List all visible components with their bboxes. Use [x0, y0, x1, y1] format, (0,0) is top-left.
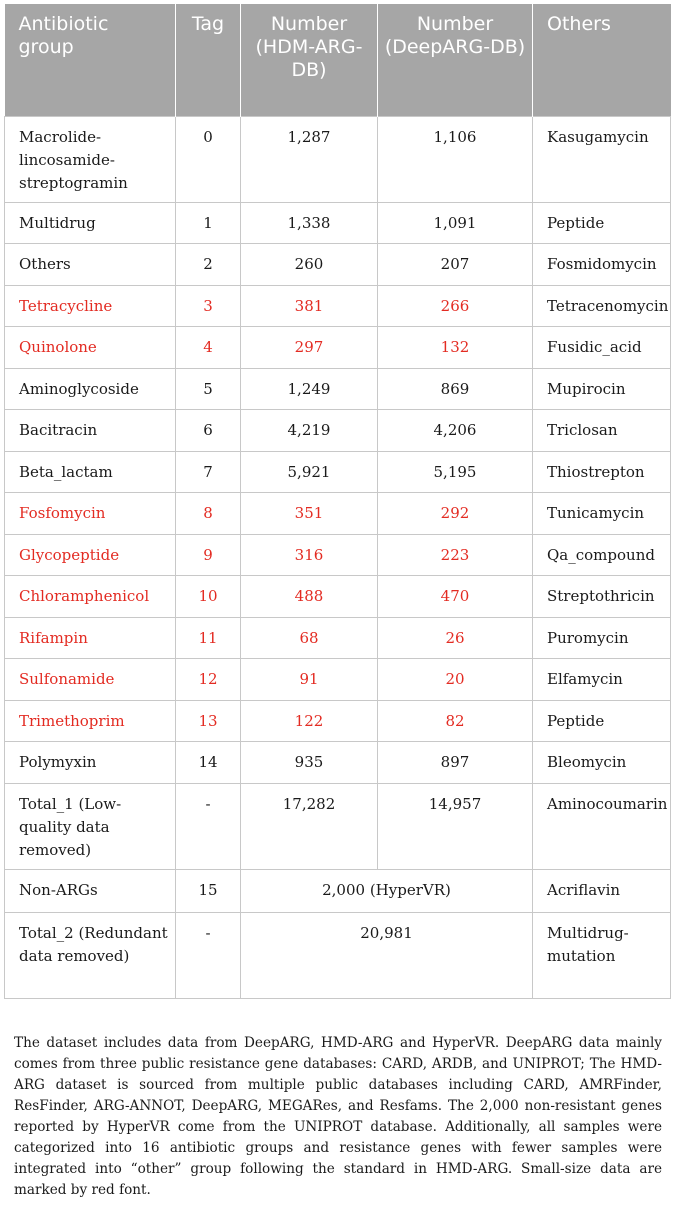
cell-tag: 6 [176, 410, 241, 452]
cell-deeparg-count: 132 [378, 327, 533, 369]
cell-group: Total_1 (Low-quality data removed) [5, 783, 176, 869]
cell-others: Aminocoumarin [533, 783, 671, 869]
header-others: Others [533, 4, 671, 116]
cell-tag: - [176, 783, 241, 869]
cell-tag: 4 [176, 327, 241, 369]
antibiotic-dataset-table [4, 4, 671, 999]
cell-group: Quinolone [5, 327, 176, 369]
cell-hdm-count: 122 [241, 700, 378, 742]
cell-hdm-count: 351 [241, 493, 378, 535]
table-row [5, 244, 671, 286]
cell-deeparg-count: 292 [378, 493, 533, 535]
header-antibiotic-group: Antibiotic group [5, 4, 176, 116]
table-row-total-2 [5, 912, 671, 998]
cell-tag: 8 [176, 493, 241, 535]
cell-group: Fosfomycin [5, 493, 176, 535]
cell-group: Beta_lactam [5, 451, 176, 493]
table-row [5, 576, 671, 618]
cell-tag: 13 [176, 700, 241, 742]
cell-tag: 2 [176, 244, 241, 286]
cell-hdm-count: 4,219 [241, 410, 378, 452]
table-row [5, 534, 671, 576]
cell-group: Tetracycline [5, 285, 176, 327]
cell-tag: 12 [176, 659, 241, 701]
cell-hdm-count: 1,287 [241, 116, 378, 202]
cell-deeparg-count: 897 [378, 742, 533, 784]
cell-hdm-count: 935 [241, 742, 378, 784]
header-tag: Tag [176, 4, 241, 116]
cell-deeparg-count: 1,091 [378, 202, 533, 244]
table-body [5, 116, 671, 998]
cell-others: Fusidic_acid [533, 327, 671, 369]
cell-tag: 0 [176, 116, 241, 202]
cell-deeparg-count: 82 [378, 700, 533, 742]
cell-others: Fosmidomycin [533, 244, 671, 286]
cell-group: Chloramphenicol [5, 576, 176, 618]
header-number-deeparg-db: Number (DeepARG-DB) [378, 4, 533, 116]
header-number-hdm-arg-db: Number (HDM-ARG-DB) [241, 4, 378, 116]
cell-group: Sulfonamide [5, 659, 176, 701]
cell-others: Mupirocin [533, 368, 671, 410]
cell-tag: 3 [176, 285, 241, 327]
cell-hdm-count: 91 [241, 659, 378, 701]
cell-tag: 14 [176, 742, 241, 784]
table-row [5, 285, 671, 327]
cell-others: Tunicamycin [533, 493, 671, 535]
cell-others: Multidrug-mutation [533, 912, 671, 998]
cell-group: Macrolide-lincosamide-streptogramin [5, 116, 176, 202]
cell-group: Glycopeptide [5, 534, 176, 576]
cell-deeparg-count: 20 [378, 659, 533, 701]
cell-hdm-count: 1,338 [241, 202, 378, 244]
cell-group: Bacitracin [5, 410, 176, 452]
cell-tag: - [176, 912, 241, 998]
cell-hdm-count: 316 [241, 534, 378, 576]
cell-deeparg-count: 14,957 [378, 783, 533, 869]
cell-deeparg-count: 1,106 [378, 116, 533, 202]
cell-hdm-count: 1,249 [241, 368, 378, 410]
cell-hdm-count: 488 [241, 576, 378, 618]
table-row [5, 451, 671, 493]
table-row [5, 493, 671, 535]
cell-deeparg-count: 869 [378, 368, 533, 410]
cell-tag: 9 [176, 534, 241, 576]
cell-others: Bleomycin [533, 742, 671, 784]
cell-hdm-count: 5,921 [241, 451, 378, 493]
cell-hdm-count: 381 [241, 285, 378, 327]
cell-group: Polymyxin [5, 742, 176, 784]
cell-tag: 5 [176, 368, 241, 410]
cell-tag: 11 [176, 617, 241, 659]
table-footnote: The dataset includes data from DeepARG, HMD-ARG and HyperVR. DeepARG data mainly comes from three public resistance gene databases: CARD, ARDB, and UNIPROT; The HMD-ARG dataset is sourced from multiple public databases including CARD, AMRFinder, ResFinder, ARG-ANNOT, DeepARG, MEGARes, and Resfams. The 2,000 non-resistant genes reported by HyperVR come from the UNIPROT database. Additionally, all samples were categorized into 16 antibiotic groups and resistance genes with fewer samples were integrated into “other” group following the standard in HMD-ARG. Small-size data are marked by red font. [14, 1035, 662, 1198]
cell-hdm-count: 17,282 [241, 783, 378, 869]
cell-others: Puromycin [533, 617, 671, 659]
cell-deeparg-count: 470 [378, 576, 533, 618]
cell-tag: 1 [176, 202, 241, 244]
cell-group: Total_2 (Redundant data removed) [5, 912, 176, 998]
cell-others: Thiostrepton [533, 451, 671, 493]
cell-group: Rifampin [5, 617, 176, 659]
cell-deeparg-count: 26 [378, 617, 533, 659]
cell-group: Others [5, 244, 176, 286]
table-row [5, 700, 671, 742]
table-row [5, 617, 671, 659]
cell-others: Elfamycin [533, 659, 671, 701]
table-row [5, 783, 671, 869]
cell-tag: 10 [176, 576, 241, 618]
cell-others: Triclosan [533, 410, 671, 452]
table-header-row [5, 4, 671, 116]
table-row [5, 659, 671, 701]
cell-hdm-count: 68 [241, 617, 378, 659]
table-row [5, 742, 671, 784]
cell-merged-count: 2,000 (HyperVR) [241, 869, 533, 912]
cell-tag: 7 [176, 451, 241, 493]
table-row [5, 327, 671, 369]
table-row [5, 368, 671, 410]
cell-others: Acriflavin [533, 869, 671, 912]
cell-others: Kasugamycin [533, 116, 671, 202]
cell-group: Aminoglycoside [5, 368, 176, 410]
cell-deeparg-count: 5,195 [378, 451, 533, 493]
cell-others: Tetracenomycin [533, 285, 671, 327]
cell-deeparg-count: 4,206 [378, 410, 533, 452]
cell-group: Non-ARGs [5, 869, 176, 912]
cell-deeparg-count: 207 [378, 244, 533, 286]
cell-others: Peptide [533, 202, 671, 244]
cell-tag: 15 [176, 869, 241, 912]
cell-merged-count: 20,981 [241, 912, 533, 998]
cell-others: Streptothricin [533, 576, 671, 618]
table-row [5, 202, 671, 244]
table-row-non-args [5, 869, 671, 912]
cell-deeparg-count: 266 [378, 285, 533, 327]
table-row [5, 410, 671, 452]
cell-group: Multidrug [5, 202, 176, 244]
cell-others: Qa_compound [533, 534, 671, 576]
table-row [5, 116, 671, 202]
cell-hdm-count: 260 [241, 244, 378, 286]
cell-hdm-count: 297 [241, 327, 378, 369]
cell-deeparg-count: 223 [378, 534, 533, 576]
cell-group: Trimethoprim [5, 700, 176, 742]
cell-others: Peptide [533, 700, 671, 742]
